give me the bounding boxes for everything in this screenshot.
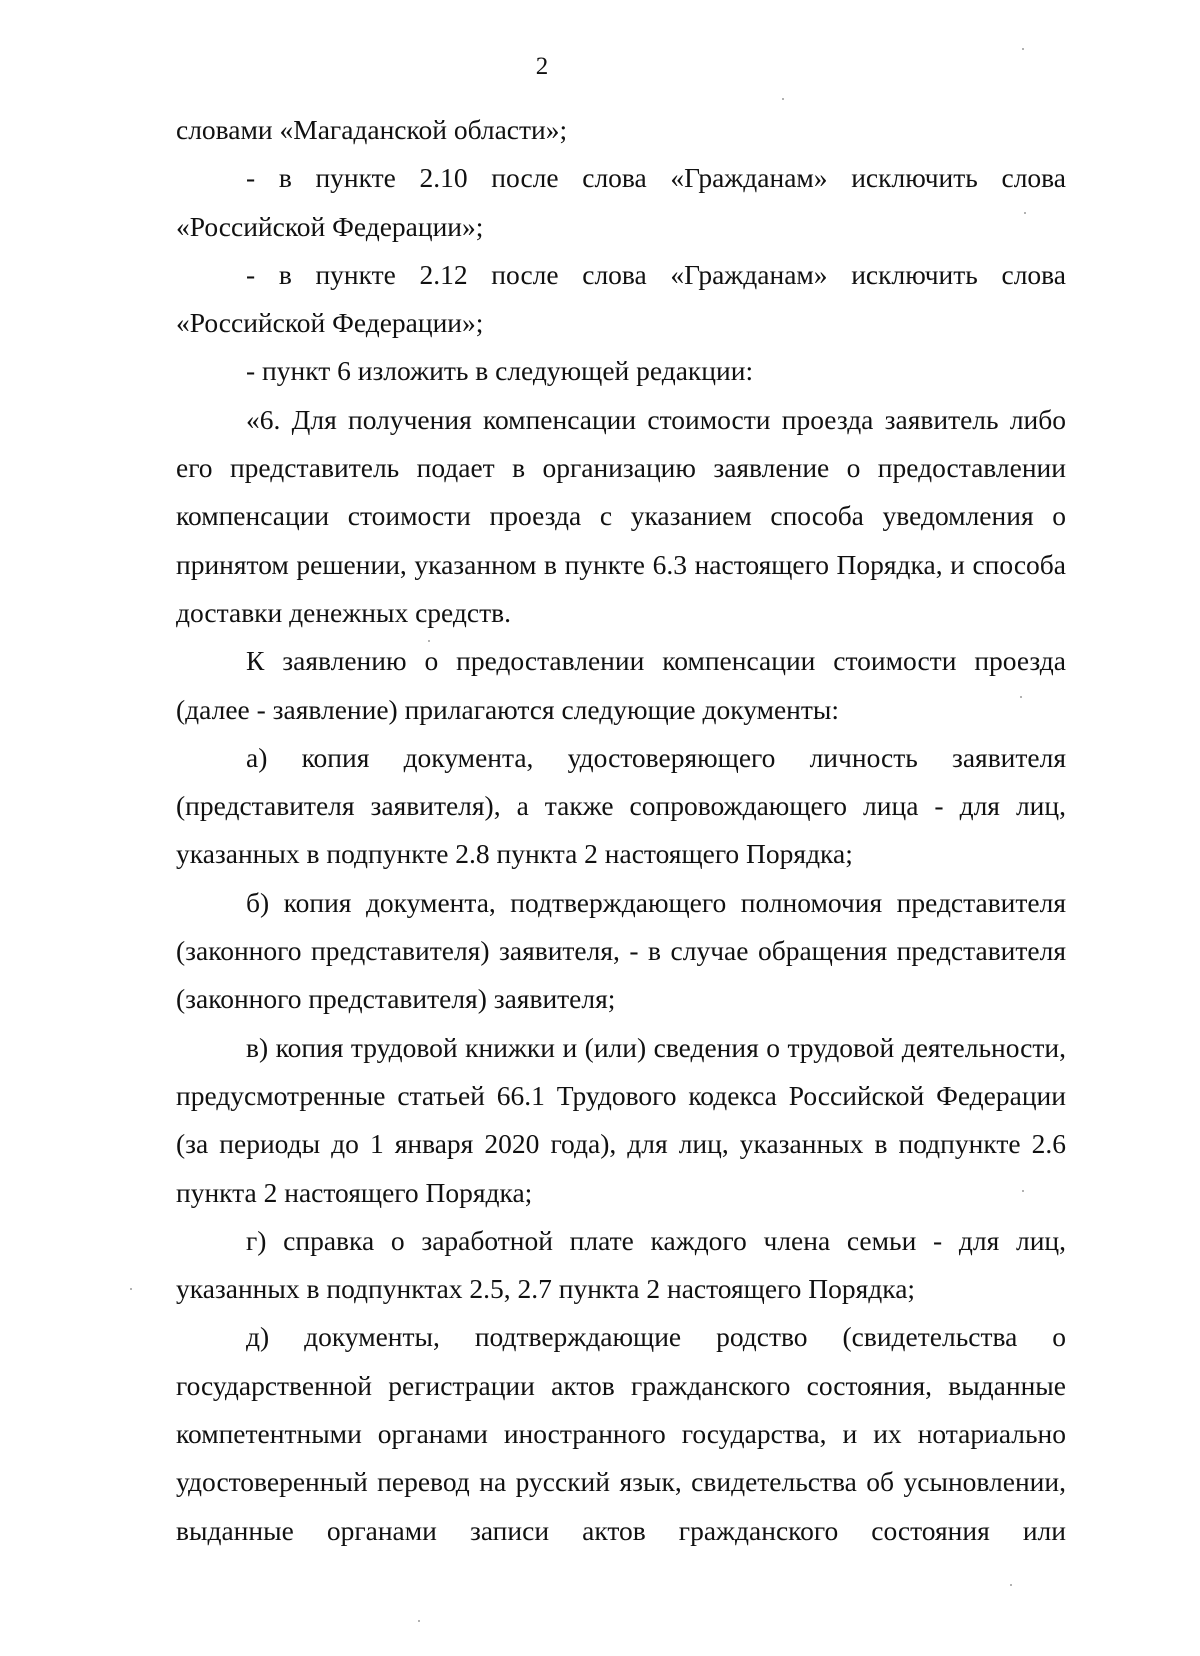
scan-speck bbox=[418, 1620, 420, 1622]
scan-speck bbox=[1022, 1190, 1024, 1192]
paragraph-continuation: словами «Магаданской области»; bbox=[176, 114, 568, 145]
scan-speck bbox=[1010, 1584, 1012, 1586]
scan-speck bbox=[782, 98, 784, 100]
paragraph-item-a: а) копия документа, удостоверяющего личность заявителя (представителя заявителя), а также сопровождающего лица - для лиц, указанных в подпункте 2.8 пункта 2 настоящего Порядка; bbox=[176, 741, 1066, 870]
scan-speck bbox=[130, 1288, 132, 1290]
document-body bbox=[176, 106, 1066, 1555]
page-number: 2 bbox=[535, 53, 549, 80]
paragraph-item-v: в) копия трудовой книжки и (или) сведения о трудовой деятельности, предусмотренные статьей 66.1 Трудового кодекса Российской Федерации (за периоды до 1 января 2020 года), для лиц, указанных в подпункте 2.6 пункта 2 настоящего Порядка; bbox=[176, 1031, 1066, 1208]
paragraph-item-2-12: - в пункте 2.12 после слова «Гражданам» исключить слова «Российской Федерации»; bbox=[176, 258, 1066, 339]
scan-speck bbox=[1022, 48, 1024, 50]
paragraph-item-d: д) документы, подтверждающие родство (свидетельства о государственной регистрации актов гражданского состояния, выданные компетентными органами иностранного государства, и их нотариально удостоверенный перевод на русский язык, свидетельства об усыновлении, выданные органами записи актов гражданского состояния или bbox=[176, 1321, 1066, 1546]
scan-speck bbox=[1020, 696, 1022, 698]
paragraph-item-6-intro: - пункт 6 изложить в следующей редакции: bbox=[246, 355, 754, 387]
paragraph-item-g: г) справка о заработной плате каждого члена семьи - для лиц, указанных в подпунктах 2.5, 2.7 пункта 2 настоящего Порядка; bbox=[176, 1224, 1066, 1305]
scan-speck bbox=[428, 640, 430, 642]
paragraph-item-2-10: - в пункте 2.10 после слова «Гражданам» исключить слова «Российской Федерации»; bbox=[176, 162, 1066, 242]
paragraph-section-6: «6. Для получения компенсации стоимости проезда заявитель либо его представитель подает в организацию заявление о предоставлении компенсации стоимости проезда с указанием способа уведомления о принятом решении, указанном в пункте 6.3 настоящего Порядка, и способа доставки денежных средств. bbox=[176, 403, 1066, 628]
paragraph-item-b: б) копия документа, подтверждающего полномочия представителя (законного представителя) заявителя, - в случае обращения представителя (законного представителя) заявителя; bbox=[176, 886, 1066, 1015]
scan-speck bbox=[1024, 212, 1026, 214]
paragraph-documents-intro: К заявлению о предоставлении компенсации стоимости проезда (далее - заявление) прилагаются следующие документы: bbox=[176, 645, 1066, 725]
